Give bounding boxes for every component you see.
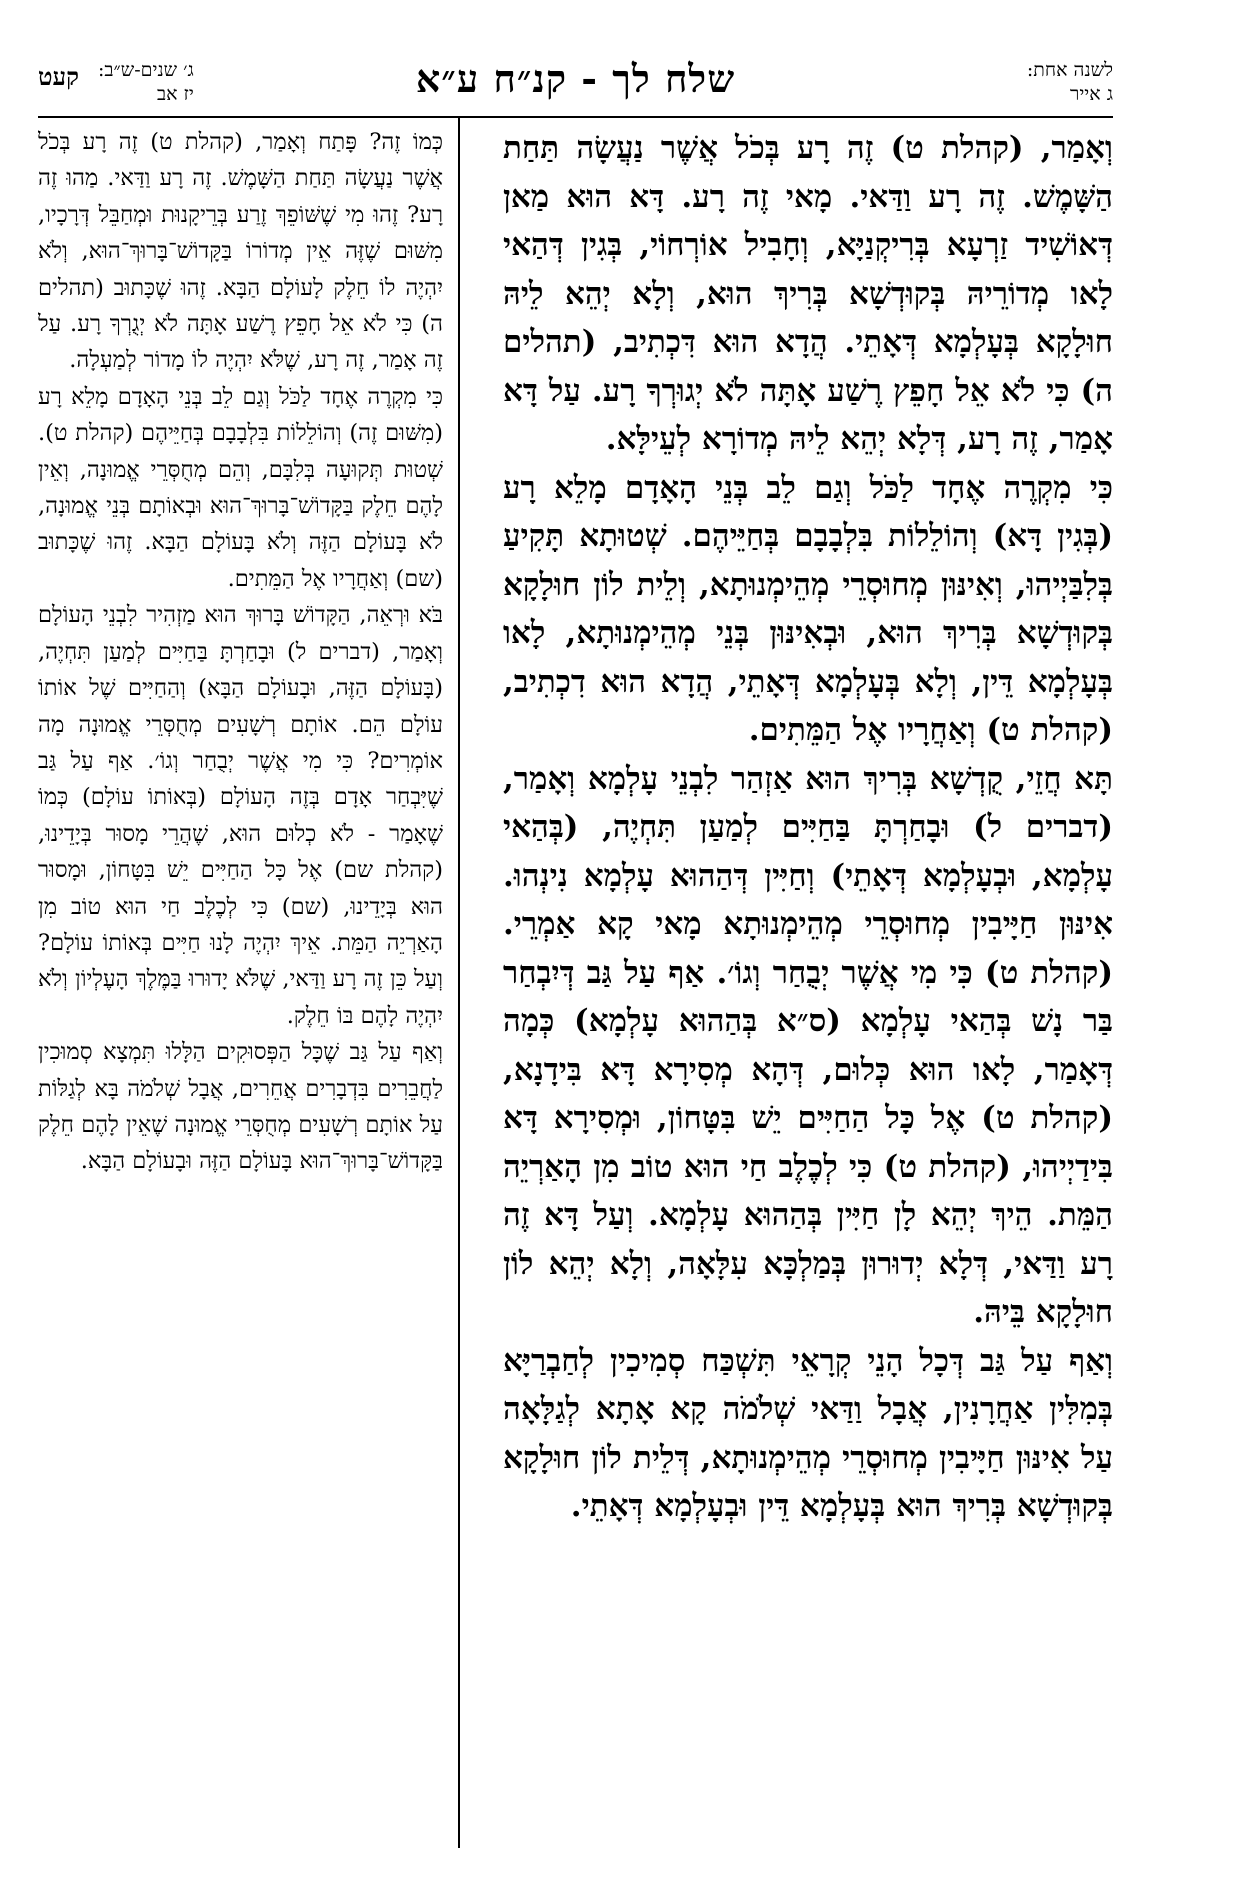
- schedule-one-year: לשנה אחת:: [1026, 59, 1113, 81]
- hebrew-translation: [38, 124, 443, 1180]
- aramaic-text: [503, 124, 1113, 1531]
- hebrew-paragraph-2: כִּי מִקְרֶה אֶחָד לַכֹּל וְגַם לֵב בְּנֵי הָאָדָם מָלֵא רָע (מִשּׁוּם זֶה) וְהוֹלֵלוֹת בִּלְבָבָם בְּחַיֵּיהֶם (קהלת ט). שְׁטוּת תְּקוּעָה בְּלִבָּם, וְהֵם מְחֻסְּרֵי אֱמוּנָה, וְאֵין לָהֶם חֵלֶק בַּקָּדוֹשׁ־בָּרוּךְ־הוּא וּבְאוֹתָם בְּנֵי אֱמוּנָה, לֹא בָּעוֹלָם הַזֶּה וְלֹא בָּעוֹלָם הַבָּא. זֶהוּ שֶׁכָּתוּב (שם) וְאַחֲרָיו אֶל הַמֵּתִים.: [38, 383, 443, 592]
- column-divider: [458, 118, 460, 1848]
- page-number: קעט: [38, 62, 79, 91]
- schedule-three-years-date: יז אב: [156, 83, 194, 105]
- aramaic-paragraph-2: כִּי מִקְרֶה אֶחָד לַכֹּל וְגַם לֵב בְּנֵי הָאָדָם מָלֵא רָע (בְּגִין דָּא) וְהוֹלֵלוֹת בִּלְבָבָם בְּחַיֵּיהֶם. שְׁטוּתָא תָּקִיעַ בְּלִבַּיְיהוּ, וְאִינּוּן מְחוּסְרֵי מְהֵימְנוּתָא, וְלֵית לוֹן חוּלָקָא בְּקוּדְשָׁא בְּרִיךְ הוּא, וּבְאִינּוּן בְּנֵי מְהֵימְנוּתָא, לָאו בְּעָלְמָא דֵּין, וְלָא בְּעָלְמָא דְּאָתֵי, הֲדָא הוּא דִכְתִיב, (קהלת ט) וְאַחֲרָיו אֶל הַמֵּתִים.: [503, 469, 1113, 748]
- three-year-schedule-label: [98, 58, 194, 106]
- aramaic-paragraph-4: וְאַף עַל גַּב דְּכָל הָנֵי קְרָאֵי תִּשְׁכַּח סְמִיכִין לְחַבְרַיָּא בְּמִלִּין אַחֲרָנִין, אֲבָל וַדַּאי שְׁלֹמֹה קָא אָתָא לְגַלָּאָה עַל אִינּוּן חַיָּיבִין מְחוּסְרֵי מְהֵימְנוּתָא, דְּלֵית לוֹן חוּלָקָא בְּקוּדְשָׁא בְּרִיךְ הוּא בְּעָלְמָא דֵּין וּבְעָלְמָא דְּאָתֵי.: [503, 1342, 1113, 1524]
- hebrew-translation-column: [38, 124, 443, 1844]
- schedule-one-year-date: ג אייר: [1069, 83, 1113, 105]
- aramaic-paragraph-3: תָּא חֲזֵי, קֻדְשָׁא בְּרִיךְ הוּא אַזְהַר לִבְנֵי עָלְמָא וְאָמַר, (דברים ל) וּבָחַרְתָּ בַּחַיִּים לְמַעַן תִּחְיֶה, (בְּהַאי עָלְמָא, וּבְעָלְמָא דְּאָתֵי) וְחַיִּין דְּהַהוּא עָלְמָא נִינְהוּ. אִינּוּן חַיָּיבִין מְחוּסְרֵי מְהֵימְנוּתָא מָאי קָא אַמְרֵי. (קהלת ט) כִּי מִי אֲשֶׁר יְבֻחַר וְגוֹ׳. אַף עַל גַּב דְּיִבְחַר בַּר נָשׁ בְּהַאי עָלְמָא (ס״א בְּהַהוּא עָלְמָא) כְּמָה דְּאָמַר, לָאו הוּא כְּלוּם, דְּהָא מְסִירָא דָּא בִּידָנָא, (קהלת ט) אֶל כָּל הַחַיִּים יֵשׁ בִּטָּחוֹן, וּמְסִירָא דָּא בִּידַיְיהוּ, (קהלת ט) כִּי לְכֶלֶב חַי הוּא טוֹב מִן הָאַרְיֵה הַמֵּת. הֵיךְ יְהֵא לָן חַיִּין בְּהַהוּא עָלְמָא. וְעַל דָּא זֶה רָע וַדַּאי, דְּלָא יְדוּרוּן בְּמַלְכָּא עִלָּאָה, וְלָא יְהֵא לוֹן חוּלָקָא בֵּיהּ.: [503, 760, 1113, 1330]
- page-title: שלח לך - קנ״ח ע״א: [415, 56, 736, 101]
- hebrew-paragraph-4: וְאַף עַל גַּב שֶׁכָּל הַפְּסוּקִים הַלָּלוּ תִּמְצָא סְמוּכִין לַחֲבֵרִים בִּדְבָרִים אֲחֵרִים, אֲבָל שְׁלֹמֹה בָּא לְגַלּוֹת עַל אוֹתָם רְשָׁעִים מְחֻסְּרֵי אֱמוּנָה שֶׁאֵין לָהֶם חֵלֶק בַּקָּדוֹשׁ־בָּרוּךְ־הוּא בָּעוֹלָם הַזֶּה וּבָעוֹלָם הַבָּא.: [38, 1039, 443, 1175]
- header-rule: [38, 116, 1113, 118]
- schedule-three-years: ג׳ שנים-ש״ב:: [98, 59, 194, 81]
- page-header: [38, 58, 1113, 116]
- aramaic-text-column: [503, 124, 1113, 1844]
- hebrew-paragraph-1: כְּמוֹ זֶה? פָּתַח וְאָמַר, (קהלת ט) זֶה רָע בְּכֹל אֲשֶׁר נַעֲשָׂה תַּחַת הַשָּׁמֶשׁ. זֶה רָע וַדַּאי. מַהוּ זֶה רָע? זֶהוּ מִי שֶׁשּׁוֹפֵךְ זֶרַע בְּרֵיקָנוּת וּמְחַבֵּל דְּרָכָיו, מִשּׁוּם שֶׁזֶּה אֵין מְדוֹרוֹ בַּקָּדוֹשׁ־בָּרוּךְ־הוּא, וְלֹא יִהְיֶה לוֹ חֵלֶק לָעוֹלָם הַבָּא. זֶהוּ שֶׁכָּתוּב (תהלים ה) כִּי לֹא אֵל חָפֵץ רֶשַׁע אָתָּה לֹא יְגֻרְךָ רָע. עַל זֶה אָמַר, זֶה רָע, שֶׁלֹּא יִהְיֶה לוֹ מָדוֹר לְמַעְלָה.: [38, 129, 443, 374]
- hebrew-paragraph-3: בֹּא וּרְאֵה, הַקָּדוֹשׁ בָּרוּךְ הוּא מַזְהִיר לִבְנֵי הָעוֹלָם וְאָמַר, (דברים ל) וּבָחַרְתָּ בַּחַיִּים לְמַעַן תִּחְיֶה, (בָּעוֹלָם הַזֶּה, וּבָעוֹלָם הַבָּא) וְהַחַיִּים שֶׁל אוֹתוֹ עוֹלָם הֵם. אוֹתָם רְשָׁעִים מְחֻסְּרֵי אֱמוּנָה מָה אוֹמְרִים? כִּי מִי אֲשֶׁר יְבֻחַר וְגוֹ׳. אַף עַל גַּב שֶׁיִּבְחַר אָדָם בְּזֶה הָעוֹלָם (בְּאוֹתוֹ עוֹלָם) כְּמוֹ שֶׁאָמַר - לֹא כְלוּם הוּא, שֶׁהֲרֵי מָסוּר בְּיָדֵינוּ, (קהלת שם) אֶל כָּל הַחַיִּים יֵשׁ בִּטָּחוֹן, וּמָסוּר הוּא בְּיָדֵינוּ, (שם) כִּי לְכֶלֶב חַי הוּא טוֹב מִן הָאַרְיֵה הַמֵּת. אֵיךְ יִהְיֶה לָנוּ חַיִּים בְּאוֹתוֹ עוֹלָם? וְעַל כֵּן זֶה רָע וַדַּאי, שֶׁלֹּא יָדוּרוּ בַּמֶּלֶךְ הָעֶלְיוֹן וְלֹא יִהְיֶה לָהֶם בּוֹ חֵלֶק.: [38, 602, 443, 1029]
- aramaic-paragraph-1: וְאָמַר, (קהלת ט) זֶה רָע בְּכֹל אֲשֶׁר נַעֲשָׂה תַּחַת הַשָּׁמֶשׁ. זֶה רָע וַדַּאי. מָאי זֶה רָע. דָּא הוּא מַאן דְּאוֹשִׁיד זַרְעָא בְּרִיקְנַיָּא, וְחָבִיל אוֹרְחוֹי, בְּגִין דְּהַאי לָאו מְדוֹרֵיהּ בְּקוּדְשָׁא בְּרִיךְ הוּא, וְלָא יְהֵא לֵיהּ חוּלָקָא בְּעָלְמָא דְּאָתֵי. הֲדָא הוּא דִּכְתִיב, (תהלים ה) כִּי לֹא אֵל חָפֵץ רֶשַׁע אָתָּה לֹא יְגוּרְךָ רָע. עַל דָּא אָמַר, זֶה רָע, דְּלָא יְהֵא לֵיהּ מְדוֹרָא לְעֵילָּא.: [503, 130, 1113, 457]
